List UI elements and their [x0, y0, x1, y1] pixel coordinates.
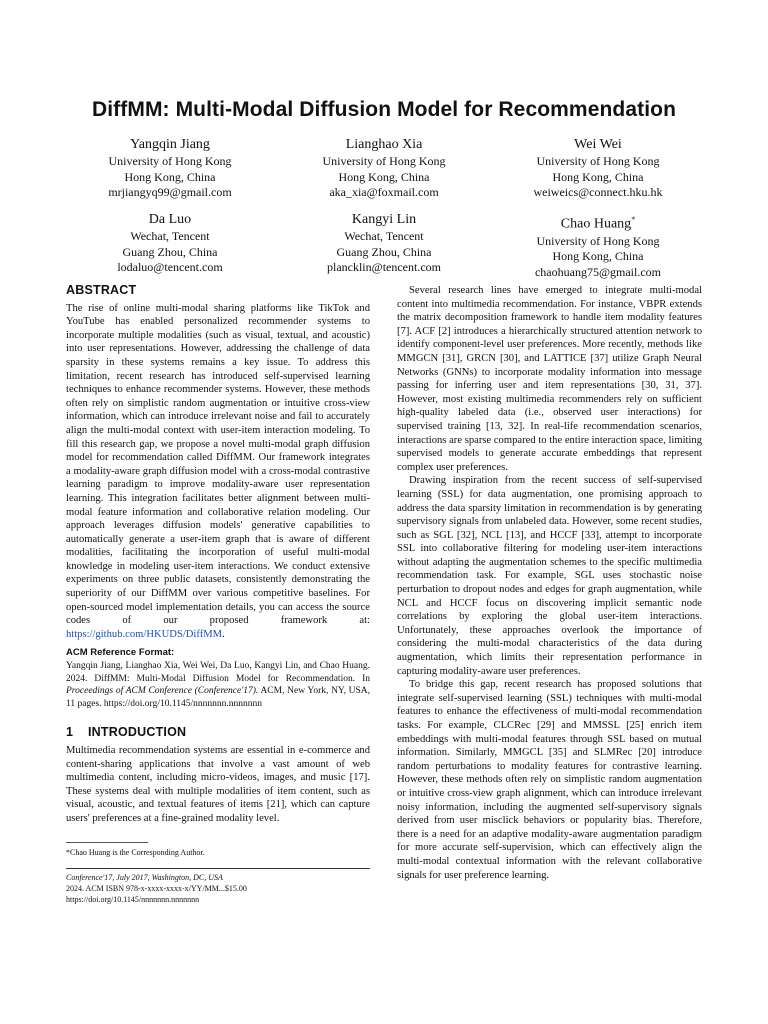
- abstract-text: The rise of online multi-modal sharing platforms like TikTok and YouTube has enabled personalized recommender systems to incorporate multiple modalities (such as visual, textual, and acoustic) into user representations. However, addressing the challenge of data sparsity in these systems remains a key issue. To address this limitation, recent research has introduced self-supervised learning techniques to enhance recommender systems. However, these methods often rely on simplistic random augmentation or intuitive cross-view information, which can introduce irrelevant noise and fail to accurately align the multi-modal context with user-item interaction modeling. To fill this research gap, we propose a novel multi-modal graph diffusion model for recommendation called DiffMM. Our framework integrates a modality-aware graph diffusion model with a cross-modal contrastive learning paradigm to improve modality-aware user representation learning. This integration facilitates better alignment between multi-modal feature information and collaborative relation modeling. Our approach leverages diffusion models' generative capabilities to automatically generate a user-item graph that is aware of different modalities, facilitating the incorporation of useful multi-modal knowledge in modeling user-item interactions. We conduct extensive experiments on three public datasets, consistently demonstrating the superiority of our DiffMM over various competitive baselines. For open-sourced model implementation details, you can access the source codes of our proposed framework at: https://github.com/HKUDS/DiffMM.: [66, 302, 370, 640]
- author-location: Hong Kong, China: [338, 169, 430, 184]
- author-email: plancklin@tencent.com: [326, 260, 441, 274]
- conference-info: Conference'17, July 2017, Washington, DC, USA 2024. ACM ISBN 978-x-xxxx-xxxx-x/YY/MM...$15.00 https://doi.org/10.1145/nnnnnnn.nnnnnnn: [66, 872, 370, 905]
- source-code-link[interactable]: https://github.com/HKUDS/DiffMM: [66, 628, 223, 640]
- left-column: [66, 284, 370, 905]
- author-affiliation: University of Hong Kong: [536, 233, 660, 248]
- author-affiliation: Wechat, Tencent: [130, 229, 210, 243]
- footnote-block: [66, 842, 370, 858]
- author-email: chaohuang75@gmail.com: [534, 264, 662, 279]
- author-location: Hong Kong, China: [552, 169, 644, 184]
- acm-reference-heading: ACM Reference Format:: [66, 647, 175, 659]
- author-email: aka_xia@foxmail.com: [329, 185, 439, 199]
- author-affiliation: University of Hong Kong: [322, 154, 446, 168]
- author-location: Guang Zhou, China: [122, 244, 218, 259]
- author-location: Guang Zhou, China: [336, 244, 432, 259]
- author-affiliation: University of Hong Kong: [108, 154, 232, 168]
- body-paragraph: Several research lines have emerged to integrate multi-modal content into multimedia recommendation. For instance, VBPR extends the matrix decomposition framework to handle item modality features [7]. ACF [2] introduces a hierarchically structured attention network to identify component-level user preferences. More recently, methods like MMGCN [31], GRCN [30], and LATTICE [37] utilize Graph Neural Networks (GNNs) to incorporate modality information into message passing for inferring user and item representations [30, 31, 37]. However, most existing multimedia recommenders rely on sufficient high-quality labeled data (i.e., observed user interactions) for supervised training [13, 32]. In real-life recommendation scenarios, interactions are sparse compared to the entire interaction space, limiting supervised models to generate accurate embeddings that represent complex user preferences.: [397, 285, 702, 473]
- author-affiliation: Wechat, Tencent: [344, 229, 424, 243]
- author-email: lodaluo@tencent.com: [117, 260, 223, 274]
- author-name: Lianghao Xia: [345, 137, 423, 152]
- intro-paragraph: Multimedia recommendation systems are essential in e-commerce and content-sharing applications that involve a vast amount of web multimedia content, including micro-videos, images, and music [17]. These systems deal with multiple modalities of item content, such as visual, acoustic, and textual features of items [21], which can capture users' preferences at a fine-grained modality level.: [66, 745, 370, 824]
- author-card: [80, 136, 260, 201]
- author-location: Hong Kong, China: [124, 169, 216, 184]
- conference-divider: [66, 868, 370, 869]
- author-card: [294, 136, 474, 201]
- author-name: Yangqin Jiang: [130, 137, 210, 152]
- author-name: Wei Wei: [574, 137, 622, 152]
- body-paragraph: To bridge this gap, recent research has proposed solutions that integrate self-supervised learning (SSL) techniques with multi-modal features to enhance the effectiveness of multi-modal recommendation tasks. For example, CLCRec [29] and MMSSL [25] enrich item embeddings with multi-modal features through SSL based on mutual information. Similarly, MMGCL [35] and SLMRec [20] introduce random perturbations to modality features for contrastive learning. However, these methods often rely on simplistic random augmentation or intuitive cross-view graph alignment, which can introduce irrelevant noisy information, including the augmented self-supervisory signals derived from user misclick behaviors or popularity bias. Therefore, there is a need for an adaptive modality-aware augmentation paradigm for more accurate self-supervision, which can effectively align the multi-modal contextual information with the relevant collaborative signals for user preference learning.: [397, 679, 702, 881]
- author-card: [508, 211, 688, 280]
- paper-title: DiffMM: Multi-Modal Diffusion Model for Recommendation: [91, 98, 676, 121]
- author-name: Chao Huang*: [560, 215, 636, 232]
- corresponding-mark: *: [631, 215, 636, 224]
- intro-heading: 1 INTRODUCTION: [66, 725, 187, 740]
- footnote-divider: [66, 842, 148, 843]
- author-card: [294, 211, 474, 280]
- author-email: weiweics@connect.hku.hk: [533, 185, 663, 199]
- author-email: mrjiangyq99@gmail.com: [108, 185, 232, 199]
- footnote: *Chao Huang is the Corresponding Author.: [66, 847, 205, 857]
- author-row-1: [80, 136, 688, 201]
- author-name: Kangyi Lin: [351, 212, 417, 227]
- body-paragraph: Drawing inspiration from the recent success of self-supervised learning (SSL) for data augmentation, one promising approach to address the data sparsity limitation in recommendation is by generating supervisory signals from unlabeled data. However, some recent studies, such as SGL [32], NCL [13], and HCCF [33], attempt to incorporate SSL into collaborative filtering for modeling user-item interactions without adapting the augmentation schemes to the specific multimedia recommendation task. For example, SGL uses stochastic noise perturbation to dropout nodes and edges for graph augmentation, while NCL and HCCF focus on discovering implicit semantic node correlations by exploring the global user-item interactions. Unfortunately, these approaches overlook the importance of considering the multi-modal characteristics of the data during augmentation, which limits their representation performance in capturing modality-aware user preferences.: [397, 475, 702, 677]
- abstract-heading: ABSTRACT: [66, 283, 137, 297]
- right-column: [397, 284, 702, 882]
- author-name: Da Luo: [148, 212, 192, 227]
- acm-reference-text: Yangqin Jiang, Lianghao Xia, Wei Wei, Da Luo, Kangyi Lin, and Chao Huang. 2024. DiffMM: Multi-Modal Diffusion Model for Recommendation. In Proceedings of ACM Conference (Conference'17). ACM, New York, NY, USA, 11 pages. https://doi.org/10.1145/nnnnnnn.nnnnnnn: [66, 661, 371, 709]
- author-affiliation: University of Hong Kong: [536, 154, 660, 168]
- doi-link[interactable]: https://doi.org/10.1145/nnnnnnn.nnnnnnn: [66, 894, 200, 904]
- author-card: [508, 136, 688, 201]
- author-location: Hong Kong, China: [552, 249, 644, 264]
- author-row-2: [80, 211, 688, 280]
- author-card: [80, 211, 260, 280]
